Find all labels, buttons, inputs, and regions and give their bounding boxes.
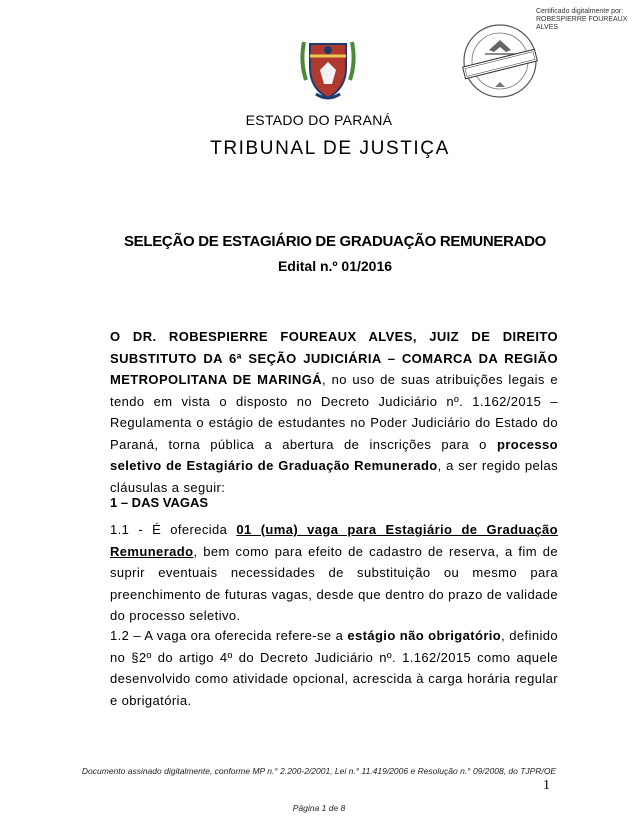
clause-1-1-start: 1.1 - É oferecida	[110, 522, 237, 537]
clause-1-2-start: 1.2 – A vaga ora oferecida refere-se a	[110, 628, 348, 643]
certificate-note	[536, 8, 632, 32]
state-heading: ESTADO DO PARANÁ	[245, 112, 393, 128]
preamble-bold-process: processo seletivo de Estagiário de Graduação Remunerado	[110, 436, 558, 473]
page-label: Página 1 de 8	[292, 803, 346, 813]
court-heading: TRIBUNAL DE JUSTIÇA	[210, 138, 450, 159]
document-title: SELEÇÃO DE ESTAGIÁRIO DE GRADUAÇÃO REMUNERADO	[123, 233, 547, 250]
clause-1-1-end: , bem como para efeito de cadastro de reserva, a fim de suprir eventuais necessidades de substituição ou mesmo para preenchimento de futuras vagas, desde que dentro do prazo de validade do processo seletivo.	[110, 543, 558, 623]
section-title-vagas: 1 – DAS VAGAS	[110, 495, 209, 510]
page-number: 1	[543, 778, 550, 793]
clause-1-2-end: , definido no §2º do artigo 4º do Decreto Judiciário nº. 1.162/2015 como aquele desenvolvido como atividade opcional, acrescida à carga horária regular e obrigatória.	[110, 628, 558, 708]
preamble-bold-intro: O DR. ROBESPIERRE FOUREAUX ALVES, JUIZ DE DIREITO SUBSTITUTO DA 6ª SEÇÃO JUDICIÁRIA – COMARCA DA REGIÃO METROPOLITANA DE MARINGÁ	[110, 329, 558, 387]
clause-1-2-bold: estágio não obrigatório	[347, 628, 502, 643]
certificate-line-3: ALVES	[536, 24, 559, 31]
clause-1-2	[110, 625, 558, 711]
digital-signature-footer: Documento assinado digitalmente, conforme MP n.° 2.200-2/2001, Lei n.° 11.419/2006 e Resolução n.° 09/2008, do TJPR/OE	[81, 766, 557, 776]
certificate-line-1: Certificado digitalmente por:	[536, 8, 624, 15]
certificate-line-2: ROBESPIERRE FOUREAUX	[536, 16, 628, 23]
edital-number: Edital n.º 01/2016	[277, 258, 393, 274]
clause-1-1-bold: 01 (uma) vaga para Estagiário de Graduação Remunerado	[110, 522, 558, 559]
preamble-text-2: , a ser regido pelas cláusulas a seguir:	[110, 458, 558, 495]
parana-coat-of-arms-icon	[296, 36, 360, 104]
digital-signature-seal-icon	[455, 20, 545, 102]
preamble-paragraph	[110, 326, 558, 498]
clause-1-1	[110, 519, 558, 627]
preamble-text-1: , no uso de suas atribuições legais e tendo em vista o disposto no Decreto Judiciário nº. 1.162/2015 – Regulamenta o estágio de estudantes no Poder Judiciário do Estado do Paraná, torna pública a abertura de inscrições para o	[110, 372, 558, 452]
